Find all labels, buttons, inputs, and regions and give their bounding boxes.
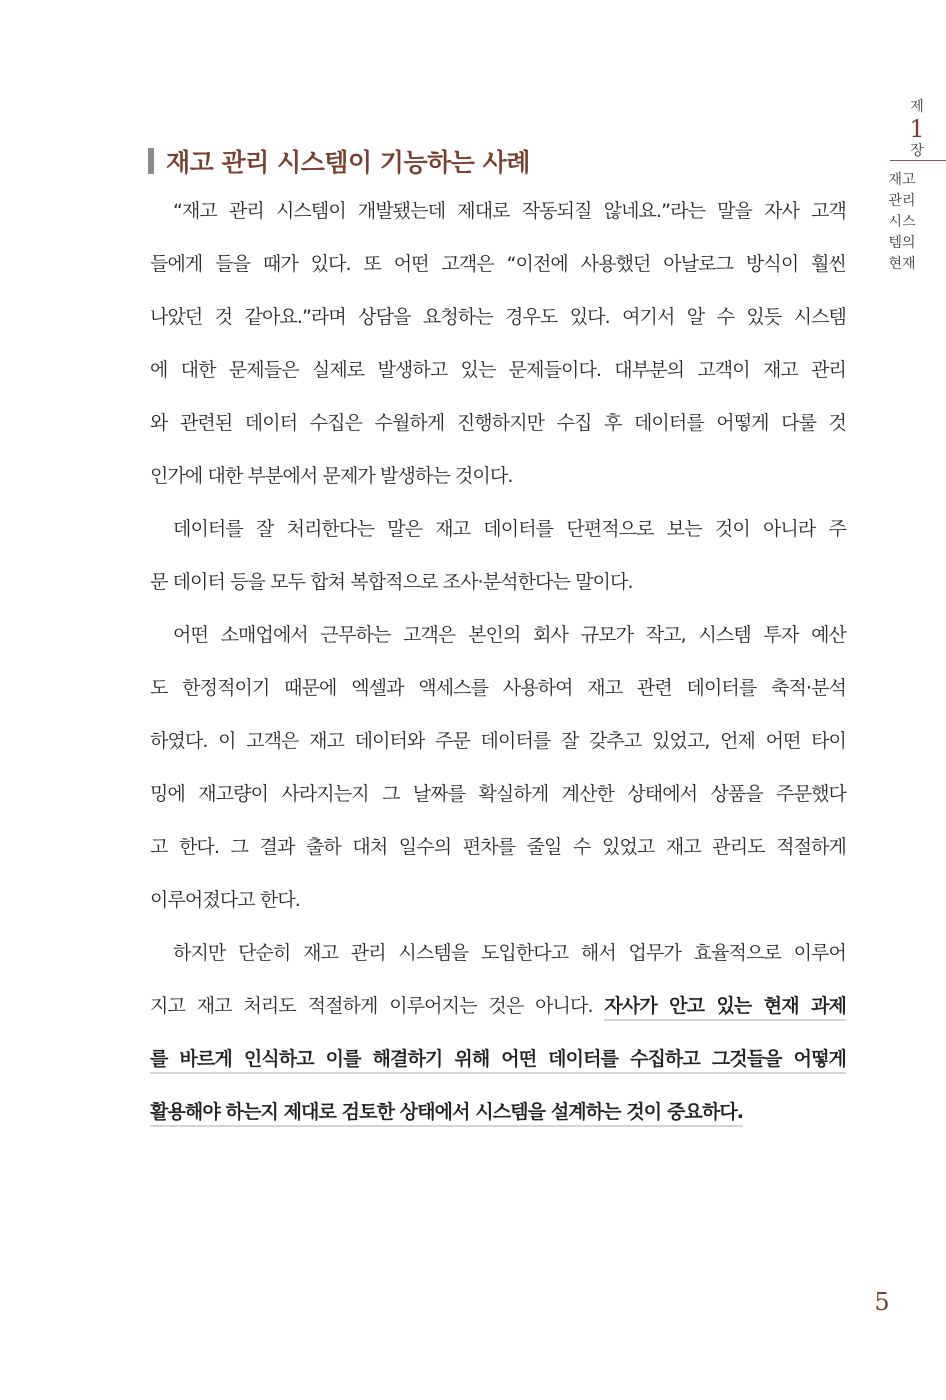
body-text <box>150 198 846 1152</box>
paragraph-3-line: 이루어졌다고 한다. <box>150 889 300 911</box>
paragraph-4-line <box>150 1099 846 1152</box>
paragraph-2-line: 데이터를 잘 처리한다는 말은 재고 데이터를 단편적으로 보는 것이 아니라 주 <box>173 518 846 540</box>
paragraph-1-line: 와 관련된 데이터 수집은 수월하게 진행하지만 수집 후 데이터를 어떻게 다룰 것 <box>150 412 846 434</box>
chapter-divider <box>890 160 946 161</box>
paragraph-4-line <box>150 993 846 1046</box>
paragraph-4-line: 하지만 단순히 재고 관리 시스템을 도입한다고 해서 업무가 효율적으로 이루어 <box>173 942 846 964</box>
emphasized-text: 를 바르게 인식하고 이를 해결하기 위해 어떤 데이터를 수집하고 그것들을 어떻게 <box>150 1048 846 1074</box>
paragraph-3-line: 도 한정적이기 때문에 엑셀과 액세스를 사용하여 재고 관련 데이터를 축적·분석 <box>150 677 846 699</box>
paragraph-1-line: 나았던 것 같아요.”라며 상담을 요청하는 경우도 있다. 여기서 알 수 있듯 시스템 <box>150 306 846 328</box>
chapter-prefix: 제 <box>910 99 924 115</box>
paragraph-1-line: 인가에 대한 부분에서 문제가 발생하는 것이다. <box>150 465 513 487</box>
paragraph-3-line: 고 한다. 그 결과 출하 대처 일수의 편차를 줄일 수 있었고 재고 관리도 적절하게 <box>150 836 846 858</box>
paragraph-3-line: 밍에 재고량이 사라지는지 그 날짜를 확실하게 계산한 상태에서 상품을 주문했다 <box>150 783 846 805</box>
paragraph-3-line: 어떤 소매업에서 근무하는 고객은 본인의 회사 규모가 작고, 시스템 투자 예산 <box>173 624 846 646</box>
page-number: 5 <box>874 1288 890 1316</box>
chapter-number: 1 <box>909 115 925 143</box>
paragraph-4-plain-text: 지고 재고 처리도 적절하게 이루어지는 것은 아니다. <box>150 995 605 1017</box>
emphasized-text: 자사가 안고 있는 현재 과제 <box>604 995 846 1021</box>
chapter-title-vertical: 재고 관리 시스템의 현재 <box>888 172 916 272</box>
section-heading <box>148 144 530 178</box>
paragraph-1-line: 에 대한 문제들은 실제로 발생하고 있는 문제들이다. 대부분의 고객이 재고 관리 <box>150 359 846 381</box>
paragraph-3-line: 하였다. 이 고객은 재고 데이터와 주문 데이터를 잘 갖추고 있었고, 언제 어떤 타이 <box>150 730 846 752</box>
heading-marker-bar <box>148 148 154 174</box>
paragraph-1-line: “재고 관리 시스템이 개발됐는데 제대로 작동되질 않네요.”라는 말을 자사 고객 <box>173 200 846 222</box>
paragraph-2-line: 문 데이터 등을 모두 합쳐 복합적으로 조사·분석한다는 말이다. <box>150 571 633 593</box>
section-heading-text: 재고 관리 시스템이 기능하는 사례 <box>166 148 530 177</box>
chapter-tab <box>888 98 946 160</box>
paragraph-1-line: 들에게 들을 때가 있다. 또 어떤 고객은 “이전에 사용했던 아날로그 방식이 훨씬 <box>150 253 846 275</box>
emphasized-text: 활용해야 하는지 제대로 검토한 상태에서 시스템을 설계하는 것이 중요하다. <box>150 1101 743 1127</box>
chapter-suffix: 장 <box>910 143 924 159</box>
paragraph-4-line <box>150 1046 846 1099</box>
